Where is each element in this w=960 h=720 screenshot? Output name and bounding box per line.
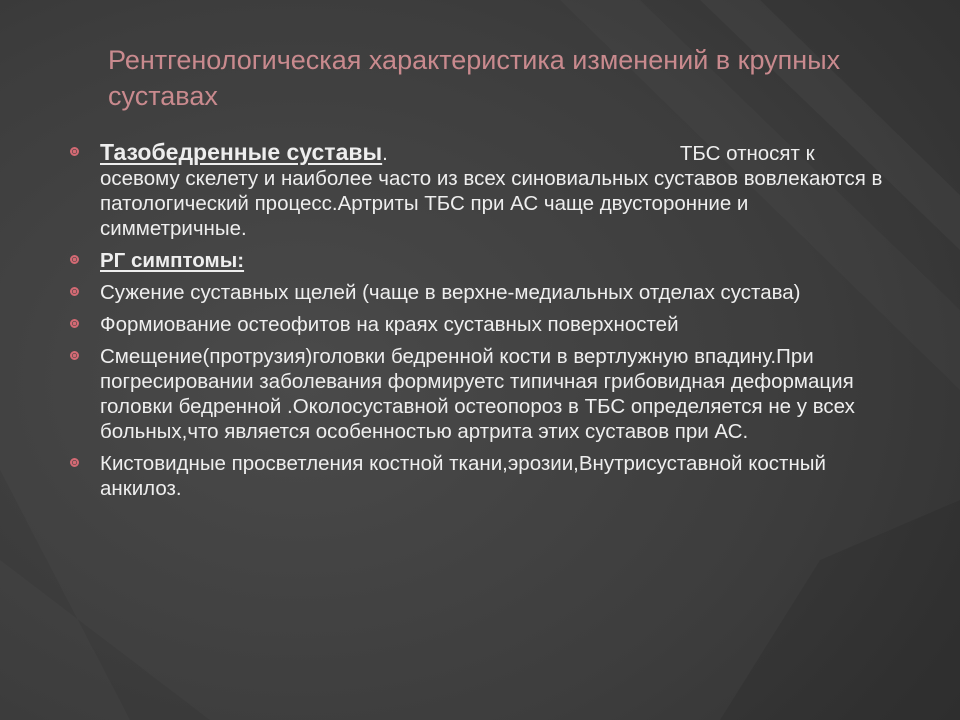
hip-heading-dot: . bbox=[382, 142, 388, 165]
protrusion-text: Смещение(протрузия)головки бедренной кости в вертлужную впадину.При погресировании заболевания формируетс типичная грибовидная деформация головки бедренной .Околосуставной остеопороз в ТБС определяется не у всех больных,что является особенностью артрита этих суставов при АС. bbox=[100, 345, 855, 443]
hip-abbr: ТБС bbox=[679, 142, 721, 165]
ring-dot-bullet-icon bbox=[70, 319, 79, 328]
cysts-text: Кистовидные просветления костной ткани,эрозии,Внутрисуставной костный анкилоз. bbox=[100, 452, 826, 500]
narrowing-text: Сужение суставных щелей (чаще в верхне-медиальных отделах сустава) bbox=[100, 281, 801, 304]
ring-dot-bullet-icon bbox=[70, 351, 79, 360]
osteophytes-text: Формиование остеофитов на краях суставных поверхностей bbox=[100, 313, 679, 336]
bullet-item-hip-joints bbox=[64, 140, 894, 241]
bullet-list bbox=[64, 140, 894, 508]
ring-dot-bullet-icon bbox=[70, 287, 79, 296]
bullet-item-protrusion bbox=[64, 344, 894, 444]
ring-dot-bullet-icon bbox=[70, 458, 79, 467]
bullet-item-narrowing bbox=[64, 280, 894, 305]
bullet-item-cysts bbox=[64, 451, 894, 501]
ring-dot-bullet-icon bbox=[70, 255, 79, 264]
slide-title: Рентгенологическая характеристика изменений в крупных суставах bbox=[108, 45, 841, 111]
symptoms-heading: РГ симптомы: bbox=[100, 249, 245, 272]
hip-first-line bbox=[100, 139, 721, 165]
ring-dot-bullet-icon bbox=[70, 147, 79, 156]
bullet-item-symptoms-heading bbox=[64, 248, 894, 273]
hip-joints-heading: Тазобедренные суставы bbox=[100, 139, 383, 165]
bullet-item-osteophytes bbox=[64, 312, 894, 337]
hip-joints-text: относят к осевому скелету и наиболее часто из всех синовиальных суставов вовлекаются в патологический процесс.Артриты ТБС при АС чаще двусторонние и симметричные. bbox=[100, 142, 883, 240]
